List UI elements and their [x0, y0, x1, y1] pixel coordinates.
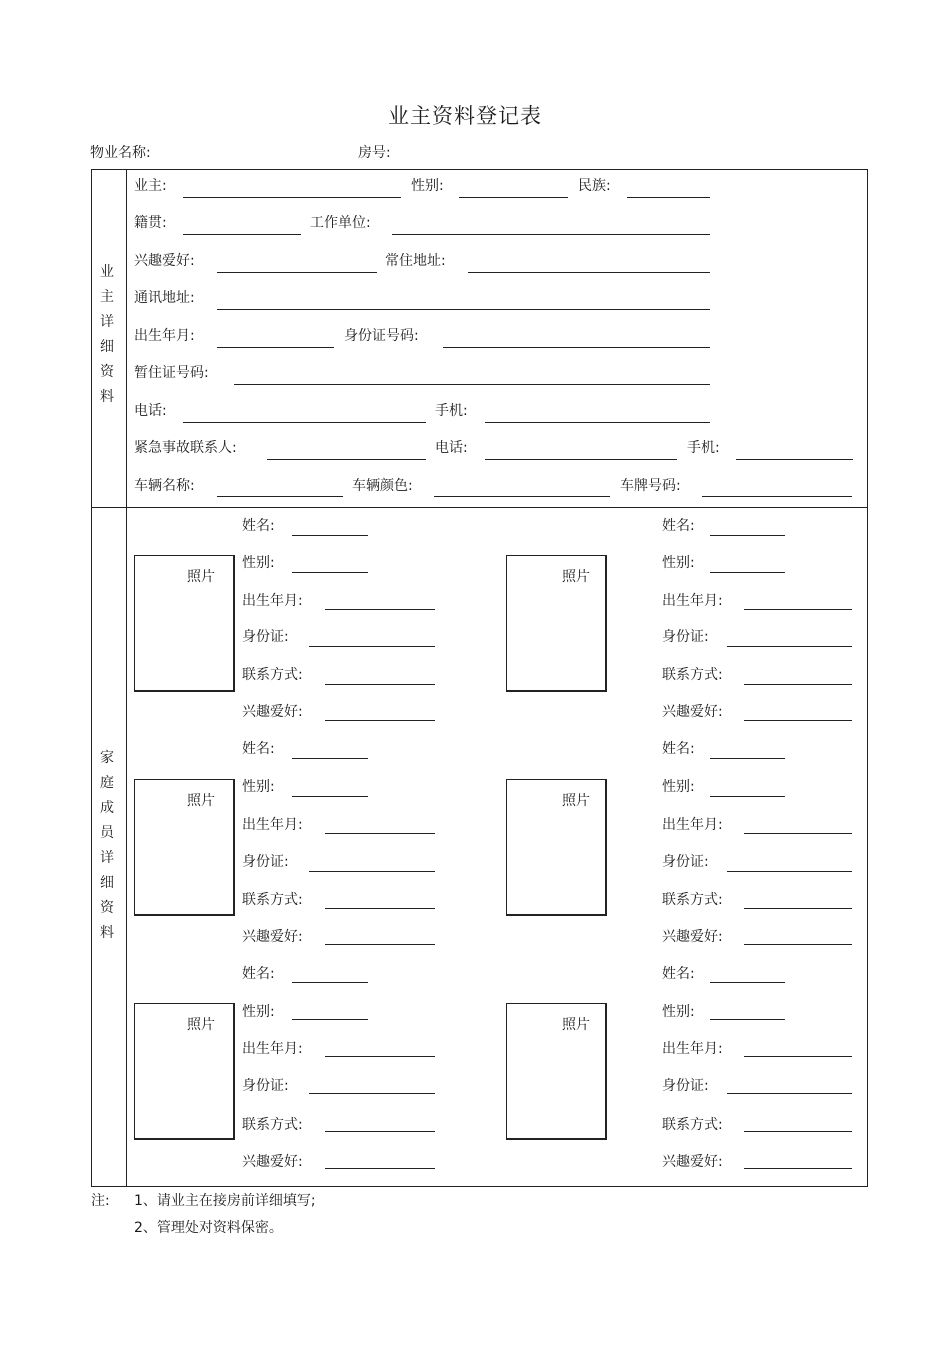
- member-hobby-input[interactable]: [744, 944, 852, 945]
- emergency-mobile-label: 手机:: [687, 440, 720, 456]
- member-contact-input[interactable]: [744, 684, 852, 685]
- employer-label: 工作单位:: [310, 215, 371, 231]
- member-birth-input[interactable]: [325, 1056, 435, 1057]
- member-contact-label: 联系方式:: [662, 667, 723, 683]
- plate-number-input[interactable]: [702, 496, 852, 497]
- photo-box[interactable]: [134, 779, 235, 916]
- member-name-input[interactable]: [710, 758, 785, 759]
- member-id-input[interactable]: [727, 871, 852, 872]
- member-gender-input[interactable]: [292, 796, 368, 797]
- member-gender-label: 性别:: [242, 555, 275, 571]
- id-number-input[interactable]: [443, 347, 710, 348]
- emergency-contact-label: 紧急事故联系人:: [134, 440, 237, 456]
- temp-permit-label: 暂住证号码:: [134, 365, 209, 381]
- owner-label: 业主:: [134, 178, 167, 194]
- member-gender-label: 性别:: [662, 779, 695, 795]
- room-number-label: 房号:: [358, 145, 391, 161]
- mail-address-label: 通讯地址:: [134, 290, 195, 306]
- member-id-input[interactable]: [309, 646, 435, 647]
- member-name-label: 姓名:: [242, 966, 275, 982]
- member-birth-label: 出生年月:: [242, 593, 303, 609]
- emergency-phone-input[interactable]: [485, 459, 677, 460]
- member-name-label: 姓名:: [242, 741, 275, 757]
- member-name-label: 姓名:: [662, 966, 695, 982]
- photo-label: 照片: [562, 569, 590, 585]
- notes-label: 注:: [91, 1193, 110, 1209]
- member-contact-label: 联系方式:: [242, 667, 303, 683]
- phone-label: 电话:: [134, 403, 167, 419]
- member-birth-label: 出生年月:: [242, 1041, 303, 1057]
- member-birth-input[interactable]: [325, 833, 435, 834]
- member-hobby-input[interactable]: [325, 1168, 435, 1169]
- member-hobby-label: 兴趣爱好:: [662, 1154, 723, 1170]
- birth-month-label: 出生年月:: [134, 328, 195, 344]
- plate-number-label: 车牌号码:: [620, 478, 681, 494]
- photo-box[interactable]: [506, 555, 607, 692]
- member-hobby-label: 兴趣爱好:: [242, 929, 303, 945]
- id-number-label: 身份证号码:: [344, 328, 419, 344]
- ethnicity-input[interactable]: [627, 197, 710, 198]
- member-contact-input[interactable]: [325, 908, 435, 909]
- photo-label: 照片: [187, 793, 215, 809]
- member-gender-input[interactable]: [710, 796, 785, 797]
- member-gender-label: 性别:: [662, 1004, 695, 1020]
- member-hobby-label: 兴趣爱好:: [242, 1154, 303, 1170]
- property-name-label: 物业名称:: [90, 145, 151, 161]
- mobile-label: 手机:: [435, 403, 468, 419]
- native-place-input[interactable]: [183, 234, 301, 235]
- hobby-label: 兴趣爱好:: [134, 253, 195, 269]
- member-birth-input[interactable]: [744, 609, 852, 610]
- photo-label: 照片: [562, 793, 590, 809]
- ethnicity-label: 民族:: [578, 178, 611, 194]
- member-hobby-label: 兴趣爱好:: [662, 704, 723, 720]
- member-name-label: 姓名:: [662, 518, 695, 534]
- hobby-input[interactable]: [217, 272, 377, 273]
- member-name-input[interactable]: [292, 535, 368, 536]
- photo-label: 照片: [187, 1017, 215, 1033]
- gender-label: 性别:: [411, 178, 444, 194]
- vehicle-name-input[interactable]: [217, 496, 343, 497]
- mobile-input[interactable]: [485, 422, 710, 423]
- member-birth-input[interactable]: [744, 1056, 852, 1057]
- member-gender-label: 性别:: [242, 779, 275, 795]
- member-name-input[interactable]: [710, 982, 785, 983]
- member-id-label: 身份证:: [242, 1078, 289, 1094]
- member-gender-input[interactable]: [710, 1019, 785, 1020]
- member-name-input[interactable]: [292, 758, 368, 759]
- member-contact-input[interactable]: [744, 1131, 852, 1132]
- page-title: 业主资料登记表: [388, 104, 542, 128]
- side-column-divider: [126, 169, 127, 1187]
- member-birth-label: 出生年月:: [662, 593, 723, 609]
- photo-label: 照片: [562, 1017, 590, 1033]
- family-section-label: 家 庭 成 员 详 细 资 料: [100, 750, 114, 941]
- member-gender-label: 性别:: [662, 555, 695, 571]
- emergency-mobile-input[interactable]: [736, 459, 853, 460]
- vehicle-color-label: 车辆颜色:: [352, 478, 413, 494]
- vehicle-color-input[interactable]: [434, 496, 610, 497]
- member-contact-label: 联系方式:: [662, 1117, 723, 1133]
- residence-label: 常住地址:: [385, 253, 446, 269]
- member-name-input[interactable]: [292, 982, 368, 983]
- member-birth-label: 出生年月:: [242, 817, 303, 833]
- member-id-label: 身份证:: [242, 629, 289, 645]
- note-item: 2、管理处对资料保密。: [134, 1220, 283, 1236]
- owner-input[interactable]: [183, 197, 401, 198]
- photo-box[interactable]: [506, 1003, 607, 1140]
- member-birth-label: 出生年月:: [662, 1041, 723, 1057]
- emergency-contact-input[interactable]: [267, 459, 426, 460]
- member-hobby-input[interactable]: [325, 944, 435, 945]
- member-contact-input[interactable]: [744, 908, 852, 909]
- member-id-label: 身份证:: [662, 629, 709, 645]
- photo-box[interactable]: [134, 555, 235, 692]
- member-id-label: 身份证:: [662, 854, 709, 870]
- gender-input[interactable]: [459, 197, 568, 198]
- emergency-phone-label: 电话:: [435, 440, 468, 456]
- member-contact-input[interactable]: [325, 684, 435, 685]
- vehicle-name-label: 车辆名称:: [134, 478, 195, 494]
- birth-month-input[interactable]: [217, 347, 334, 348]
- member-hobby-input[interactable]: [325, 720, 435, 721]
- member-name-label: 姓名:: [662, 741, 695, 757]
- member-contact-label: 联系方式:: [662, 892, 723, 908]
- member-contact-label: 联系方式:: [242, 1117, 303, 1133]
- photo-label: 照片: [187, 569, 215, 585]
- section-divider: [91, 507, 868, 508]
- member-birth-input[interactable]: [744, 833, 852, 834]
- member-hobby-label: 兴趣爱好:: [662, 929, 723, 945]
- native-place-label: 籍贯:: [134, 215, 167, 231]
- photo-box[interactable]: [506, 779, 607, 916]
- member-name-input[interactable]: [710, 535, 785, 536]
- member-hobby-input[interactable]: [744, 1168, 852, 1169]
- member-hobby-label: 兴趣爱好:: [242, 704, 303, 720]
- mail-address-input[interactable]: [217, 309, 710, 310]
- member-hobby-input[interactable]: [744, 720, 852, 721]
- member-id-label: 身份证:: [662, 1078, 709, 1094]
- member-id-input[interactable]: [727, 1093, 852, 1094]
- member-contact-label: 联系方式:: [242, 892, 303, 908]
- member-id-input[interactable]: [309, 871, 435, 872]
- temp-permit-input[interactable]: [234, 384, 710, 385]
- residence-input[interactable]: [468, 272, 710, 273]
- phone-input[interactable]: [183, 422, 426, 423]
- photo-box[interactable]: [134, 1003, 235, 1140]
- member-birth-label: 出生年月:: [662, 817, 723, 833]
- member-contact-input[interactable]: [325, 1131, 435, 1132]
- member-gender-label: 性别:: [242, 1004, 275, 1020]
- owner-section-label: 业 主 详 细 资 料: [100, 264, 114, 405]
- member-id-input[interactable]: [309, 1093, 435, 1094]
- employer-input[interactable]: [392, 234, 710, 235]
- member-gender-input[interactable]: [292, 1019, 368, 1020]
- member-id-input[interactable]: [727, 646, 852, 647]
- member-birth-input[interactable]: [325, 609, 435, 610]
- member-gender-input[interactable]: [710, 572, 785, 573]
- member-gender-input[interactable]: [292, 572, 368, 573]
- note-item: 1、请业主在接房前详细填写;: [134, 1193, 316, 1209]
- member-name-label: 姓名:: [242, 518, 275, 534]
- member-id-label: 身份证:: [242, 854, 289, 870]
